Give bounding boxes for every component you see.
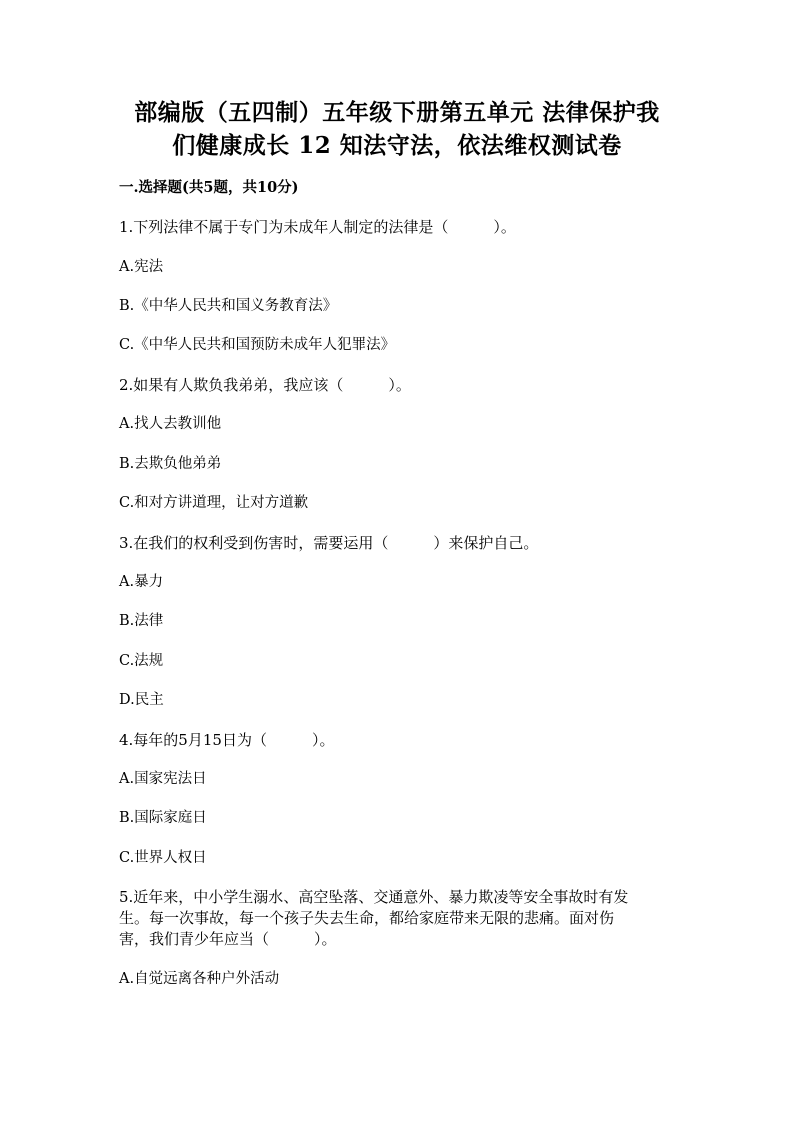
question-5-option-a: A.自觉远离各种户外活动 [119, 971, 280, 987]
question-2-option-c: C.和对方讲道理，让对方道歉 [119, 495, 309, 511]
question-1-stem: 1.下列法律不属于专门为未成年人制定的法律是（ ）。 [119, 218, 516, 236]
question-3-option-c: C.法规 [119, 653, 164, 669]
question-1-option-b: B.《中华人民共和国义务教育法》 [119, 298, 338, 314]
question-3-option-a: A.暴力 [119, 574, 164, 590]
question-2-option-a: A.找人去教训他 [119, 416, 222, 432]
question-5-stem-line2: 生。每一次事故，每一个孩子失去生命，都给家庭带来无限的悲痛。面对伤 [119, 909, 615, 927]
question-4-stem: 4.每年的5月15日为（ ）。 [119, 731, 335, 749]
question-1-option-c: C.《中华人民共和国预防未成年人犯罪法》 [119, 337, 396, 353]
doc-title-line2: 们健康成长 12 知法守法，依法维权测试卷 [172, 132, 622, 159]
question-3-option-b: B.法律 [119, 613, 164, 629]
question-4-option-b: B.国际家庭日 [119, 810, 207, 826]
question-5-stem-line3: 害，我们青少年应当（ ）。 [119, 930, 337, 948]
doc-title-line1: 部编版（五四制）五年级下册第五单元 法律保护我 [134, 99, 660, 126]
question-4-option-a: A.国家宪法日 [119, 771, 207, 787]
question-5-stem-line1: 5.近年来，中小学生溺水、高空坠落、交通意外、暴力欺凌等安全事故时有发 [119, 888, 629, 906]
section-heading: 一.选择题(共5题，共10分) [119, 179, 299, 196]
question-4-option-c: C.世界人权日 [119, 850, 207, 866]
question-3-option-d: D.民主 [119, 692, 164, 708]
question-3-stem: 3.在我们的权利受到伤害时，需要运用（ ）来保护自己。 [119, 534, 539, 552]
question-2-stem: 2.如果有人欺负我弟弟，我应该（ ）。 [119, 376, 411, 394]
question-1-option-a: A.宪法 [119, 259, 164, 275]
question-2-option-b: B.去欺负他弟弟 [119, 456, 222, 472]
